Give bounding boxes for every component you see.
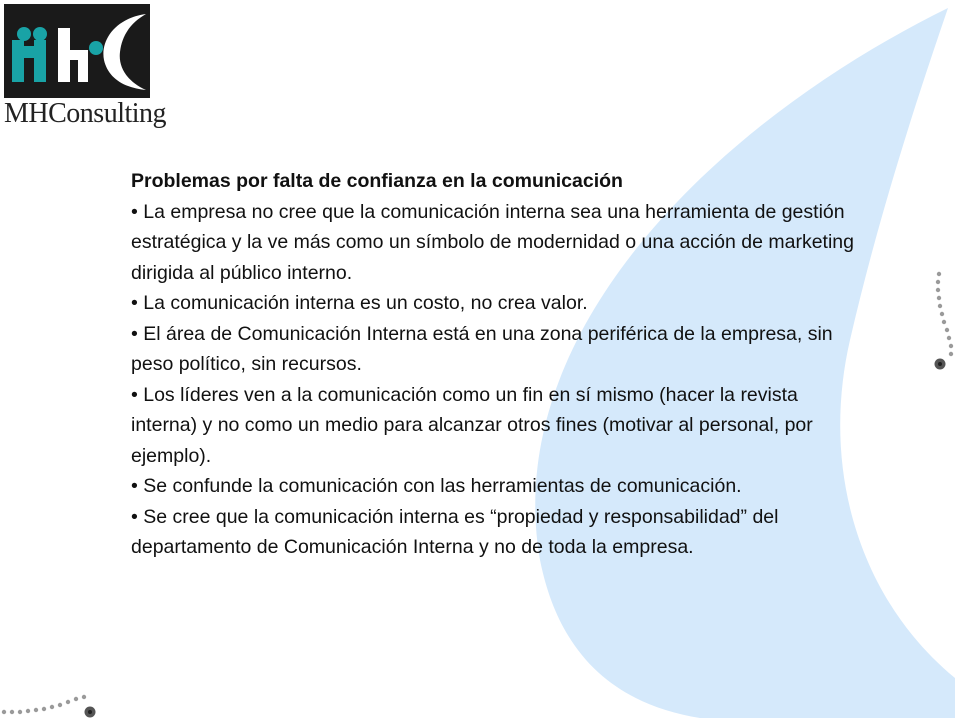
bullet-item: • La empresa no cree que la comunicación interna sea una herramienta de gestión estratégica y la ve más como un símbolo de modernidad o una acción de marketing dirigida al público interno.: [131, 200, 854, 284]
logo-wordmark: MHConsulting: [4, 98, 167, 129]
bullet-item: • Se confunde la comunicación con las herramientas de comunicación.: [131, 475, 742, 497]
bullet-item: • La comunicación interna es un costo, no crea valor.: [131, 292, 588, 314]
slide-title: Problemas por falta de confianza en la comunicación: [131, 170, 623, 192]
logo-mark: [4, 4, 150, 98]
bullet-item: • Se cree que la comunicación interna es “propiedad y responsabilidad” del departamento de Comunicación Interna y no de toda la empresa.: [131, 505, 779, 558]
company-logo: [4, 4, 167, 132]
dotted-trail-right: [925, 270, 960, 380]
dotted-trail-bottom: [0, 690, 100, 720]
bullet-item: • El área de Comunicación Interna está en una zona periférica de la empresa, sin peso político, sin recursos.: [131, 322, 833, 375]
bullet-item: • Los líderes ven a la comunicación como un fin en sí mismo (hacer la revista interna) y no como un medio para alcanzar otros fines (motivar al personal, por ejemplo).: [131, 383, 813, 467]
slide-body: [131, 166, 861, 563]
